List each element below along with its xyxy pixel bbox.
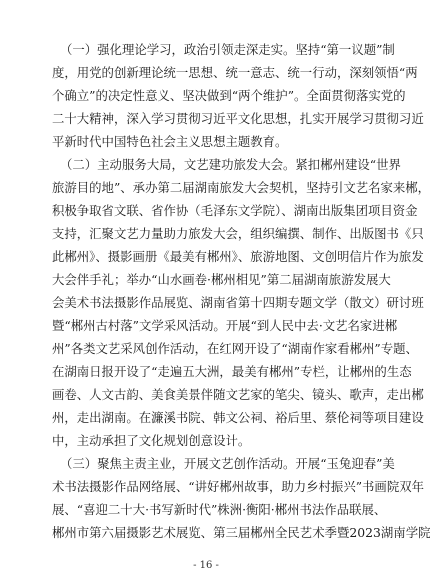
text-line: 郴州市第六届摄影艺术展览、第三届郴州全民艺术季暨2023湖南学院 [52,525,430,540]
text-line: 暨“郴州古村落”文学采风活动。开展“到人民中去·文艺名家进郴 [52,318,398,333]
text-line: 州”各类文艺采风创作活动，在红网开设了“湖南作家看郴州”专题、 [52,341,418,356]
text-line: 州，走出湖南。在濂溪书院、韩文公祠、裕后里、蔡伦祠等项目建设 [52,410,424,425]
text-line: 平新时代中国特色社会主义思想主题教育。 [52,134,288,149]
text-line: 画卷、人文古韵、美食美景伴随文艺家的笔尖、镜头、歌声，走出郴 [52,387,424,402]
text-line: 在湖南日报开设了“走遍五大洲，最美有郴州”专栏，让郴州的生态 [52,364,412,379]
text-line: 支持，汇聚文艺力量助力旅发大会，组织编撰、制作、出版图书《只 [52,226,424,241]
text-line: 旅游目的地”、承办第二届湖南旅发大会契机，坚持引文艺名家来郴， [52,180,430,195]
text-line: 二十大精神，深入学习贯彻习近平文化思想，扎实开展学习贯彻习近 [52,111,424,126]
text-line: （二）主动服务大局，文艺建功旅发大会。紧扣郴州建设“世界 [60,157,401,172]
text-line: 展、“喜迎二十大·书写新时代”株洲·衡阳·郴州书法作品联展、 [52,502,387,517]
text-line: 中，主动承担了文化规划创意设计。 [52,433,251,448]
text-line: （三）聚焦主责主业，开展文艺创作活动。开展“玉兔迎春”美 [60,456,395,471]
text-line: 此郴州》、摄影画册《最美有郴州》、旅游地图、文创明信片作为旅发 [52,249,424,264]
text-line: 术书法摄影作品网络展、“讲好郴州故事，助力乡村振兴”书画院双年 [52,479,424,494]
text-line: 大会伴手礼；举办“山水画卷·郴州相见”第二届湖南旅游发展大 [52,272,391,287]
text-line: 会美术书法摄影作品展览、湖南省第十四期专题文学（散文）研讨班 [52,295,424,310]
text-line: 积极争取省文联、省作协（毛泽东文学院）、湖南出版集团项目资金 [52,203,418,218]
text-line: 个确立”的决定性意义、坚决做到“两个维护”。全面贯彻落实党的 [52,88,406,103]
text-line: 度，用党的创新理论统一思想、统一意志、统一行动，深刻领悟“两 [52,65,418,80]
page-number: - 16 - [193,560,219,571]
text-line: （一）强化理论学习，政治引领走深走实。坚持“第一议题”制 [60,42,395,57]
